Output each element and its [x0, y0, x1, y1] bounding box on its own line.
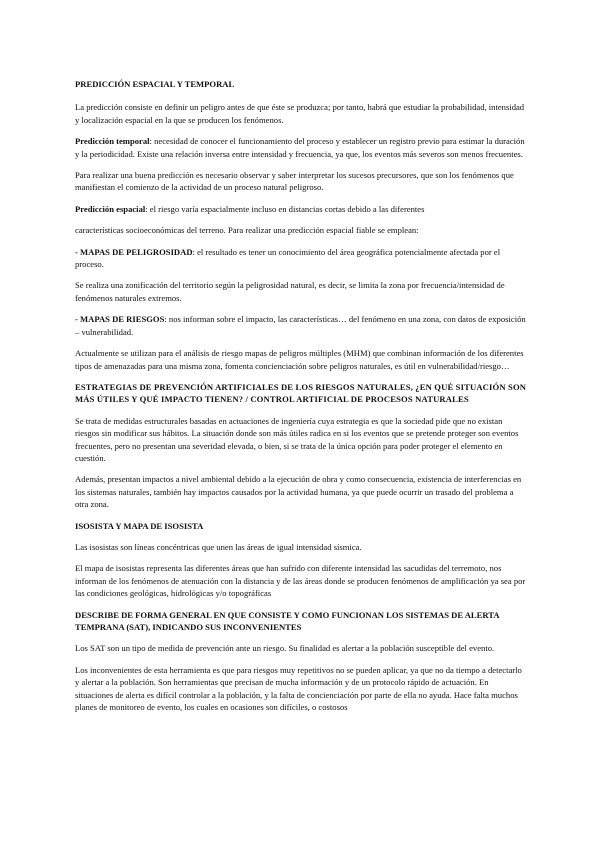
paragraph-sucesos-precursores: Para realizar una buena predicción es necesario observar y saber interpretar los sucesos precursores, que son los fenómenos que manifiestan el comienzo de la actividad de un proceso natural peligroso. [75, 170, 514, 193]
paragraph-impactos: Además, presentan impactos a nivel ambiental debido a la ejecución de obra y como consecuencia, existencia de interferencias en los sistemas naturales, también hay impactos causados por la actividad humana, ya que puede ocurrir un trasado del problema a otra zona. [75, 474, 522, 510]
section-title-isosista: ISOSISTA Y MAPA DE ISOSISTA [75, 520, 204, 531]
paragraph-medidas-estructurales: Se trata de medidas estructurales basadas en actuaciones de ingeniería cuya estrategia es que la sociedad pide que no existan riesgos sin modificar sus hábitos. La situación donde son más útiles radica en si los eventos que se pretende proteger son eventos frecuentes, pero no presentan una severidad elevada, o bien, si se trata de la única opción para poder proteger el elemento en cuestión. [75, 415, 519, 463]
paragraph-mapa-isosistas: El mapa de isosistas representa las diferentes áreas que han sufrido con diferente intensidad las sacudidas del terremoto, nos informan de los fenómenos de atenuación con la distancia y de las áreas donde se producen fenómenos de amplificación ya sea por las condiciones geológicas, hidrológicas y/o topográficas [75, 563, 526, 599]
section-title-prediccion: PREDICCIÓN ESPACIAL Y TEMPORAL [75, 79, 235, 89]
paragraph-mapas-peligrosidad [75, 246, 527, 271]
paragraph-prediccion-temporal [75, 135, 527, 160]
term-prediccion-temporal: Predicción temporal [75, 136, 150, 147]
text-prediccion-temporal: : necesidad de conocer el funcionamiento del proceso y establecer un registro previo para estimar la duración y la periodicidad. Existe una relación inversa entre intensidad y frecuencia, ya que, los eventos más severos son menos frecuentes. [75, 136, 525, 159]
paragraph-zonificacion: Se realiza una zonificación del territorio según la peligrosidad natural, es decir, se limita la zona por frecuencia/intensidad de fenómenos naturales extremos. [75, 280, 505, 303]
paragraph-prediccion-intro: La predicción consiste en definir un peligro antes de que éste se produzca; por tanto, habrá que estudiar la probabilidad, intensidad y localización espacial en la que se producen los fenómenos. [75, 102, 525, 125]
section-title-estrategias: ESTRATEGIAS DE PREVENCIÓN ARTIFICIALES DE LOS RIESGOS NATURALES, ¿EN QUÉ SITUACIÓN SON MÁS ÚTILES Y QUÉ IMPACTO TIENEN? / CONTROL ARTIFICIAL DE PROCESOS NATURALES [75, 381, 527, 405]
term-prediccion-espacial: Predicción espacial [75, 203, 146, 214]
term-mapas-peligrosidad: - MAPAS DE PELIGROSIDAD [75, 246, 193, 257]
text-prediccion-espacial: : el riesgo varía espacialmente incluso en distancias cortas debido a las diferentes [145, 203, 425, 214]
paragraph-caracteristicas: características socioeconómicas del terreno. Para realizar una predicción espacial fiable se emplean: [75, 225, 419, 236]
section-title-sat: DESCRIBE DE FORMA GENERAL EN QUE CONSISTE Y COMO FUNCIONAN LOS SISTEMAS DE ALERTA TEMPRANA (SAT), INDICANDO SUS INCONVENIENTES [75, 609, 500, 632]
text-mapas-peligrosidad: : el resultado es tener un conocimiento del área geográfica potencialmente afectada por el proceso. [75, 246, 501, 270]
paragraph-isosistas: Las isosistas son líneas concéntricas que unen las áreas de igual intensidad sísmica. [75, 541, 362, 552]
paragraph-prediccion-espacial [75, 203, 527, 215]
paragraph-mapas-riesgos [75, 313, 527, 338]
paragraph-sat-definicion: Los SAT son un tipo de medida de prevención ante un riesgo. Su finalidad es alertar a la población susceptible del evento. [75, 643, 495, 654]
text-mapas-riesgos: : nos informan sobre el impacto, las características… del fenómeno en una zona, con datos de exposición – vulnerabilidad. [75, 314, 526, 337]
paragraph-sat-inconvenientes: Los inconvenientes de esta herramienta es que para riesgos muy repetitivos no se pueden aplicar, ya que no da tiempo a detectarlo y alertar a la población. Son herramientas que precisan de mucha información y de un protocolo rápido de actuación. En situaciones de alerta es difícil controlar a la población, y la falta de concienciación por parte de ella no ayuda. Hace falta muchos planes de monitoreo de evento, los cuales en ocasiones son difíciles, o costosos [75, 664, 522, 713]
term-mapas-riesgos: - MAPAS DE RIESGOS [75, 314, 165, 325]
paragraph-mhm: Actualmente se utilizan para el análisis de riesgo mapas de peligros múltiples (MHM) que combinan información de los diferentes tipos de amenazadas para una misma zona, fomenta concienciación sobre peligros naturales, es útil en vulnerabilidad/riesgo… [75, 348, 524, 371]
